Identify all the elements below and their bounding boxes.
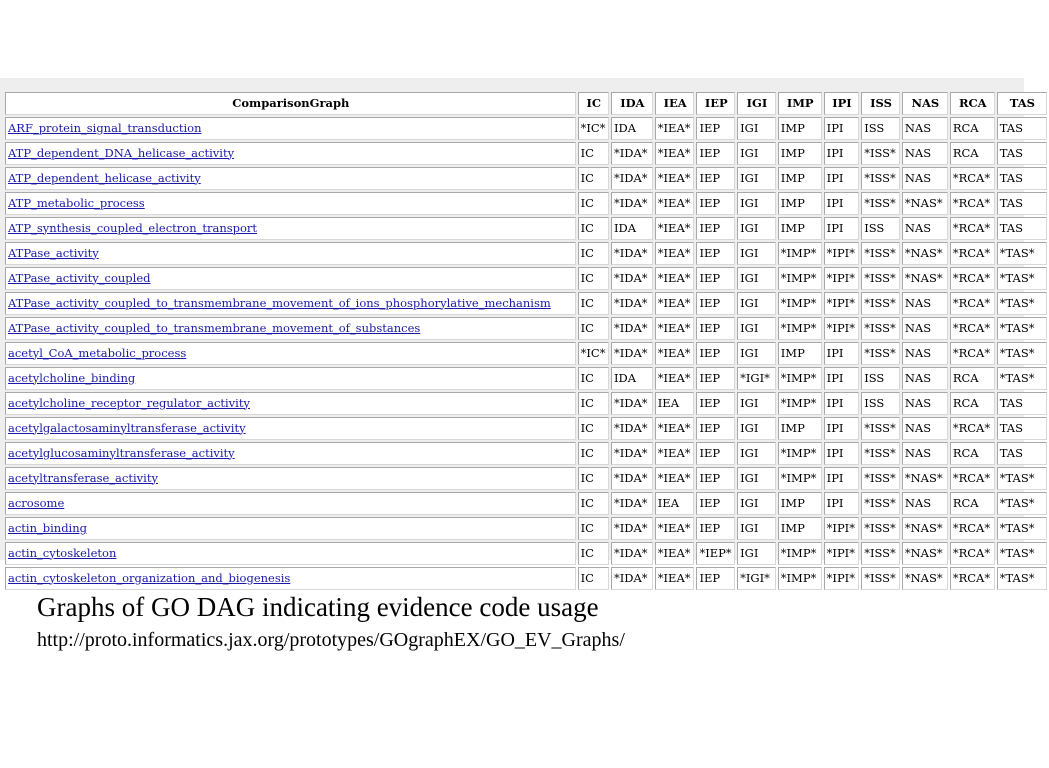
evidence-cell-ida: *IDA*: [611, 467, 653, 490]
evidence-cell-imp: *IMP*: [778, 567, 822, 590]
evidence-cell-ipi: *IPI*: [824, 292, 860, 315]
evidence-cell-tas: *TAS*: [997, 342, 1047, 365]
evidence-cell-iea: IEA: [655, 492, 695, 515]
evidence-cell-iep: IEP: [696, 442, 735, 465]
evidence-cell-iea: *IEA*: [655, 217, 695, 240]
evidence-cell-iea: *IEA*: [655, 567, 695, 590]
table-row: [5, 317, 1047, 340]
table-row: [5, 217, 1047, 240]
evidence-cell-igi: *IGI*: [737, 367, 776, 390]
evidence-cell-rca: *RCA*: [950, 342, 995, 365]
evidence-cell-nas: *NAS*: [902, 467, 948, 490]
evidence-cell-igi: IGI: [737, 492, 776, 515]
table-header-row: [5, 92, 1047, 115]
evidence-cell-ic: IC: [578, 567, 609, 590]
evidence-cell-iep: IEP: [696, 167, 735, 190]
term-link[interactable]: ATPase_activity_coupled_to_transmembrane_movement_of_ions_phosphorylative_mechanism: [8, 295, 551, 310]
evidence-cell-iss: ISS: [861, 367, 900, 390]
evidence-cell-igi: IGI: [737, 242, 776, 265]
evidence-cell-iep: IEP: [696, 142, 735, 165]
evidence-cell-ic: IC: [578, 517, 609, 540]
evidence-cell-rca: *RCA*: [950, 167, 995, 190]
evidence-cell-iea: *IEA*: [655, 142, 695, 165]
evidence-cell-ic: IC: [578, 142, 609, 165]
term-link[interactable]: actin_cytoskeleton_organization_and_biogenesis: [8, 570, 291, 585]
evidence-cell-ic: IC: [578, 292, 609, 315]
evidence-cell-ic: IC: [578, 317, 609, 340]
table-row: [5, 292, 1047, 315]
evidence-cell-nas: *NAS*: [902, 567, 948, 590]
evidence-cell-imp: *IMP*: [778, 267, 822, 290]
evidence-cell-imp: *IMP*: [778, 467, 822, 490]
evidence-cell-iep: IEP: [696, 417, 735, 440]
evidence-cell-iss: *ISS*: [861, 192, 900, 215]
term-cell: [5, 142, 576, 165]
evidence-cell-iea: *IEA*: [655, 267, 695, 290]
header-ic: IC: [578, 92, 609, 115]
evidence-cell-tas: TAS: [997, 117, 1047, 140]
table-row: [5, 117, 1047, 140]
term-link[interactable]: acetyltransferase_activity: [8, 470, 158, 485]
evidence-cell-iea: *IEA*: [655, 517, 695, 540]
evidence-cell-iep: IEP: [696, 292, 735, 315]
evidence-cell-rca: RCA: [950, 367, 995, 390]
evidence-cell-ipi: IPI: [824, 217, 860, 240]
term-link[interactable]: actin_cytoskeleton: [8, 545, 117, 560]
term-link[interactable]: ATP_synthesis_coupled_electron_transport: [8, 220, 258, 235]
evidence-cell-iep: IEP: [696, 392, 735, 415]
caption-title: Graphs of GO DAG indicating evidence code usage: [37, 592, 599, 622]
evidence-cell-igi: IGI: [737, 267, 776, 290]
header-ida: IDA: [611, 92, 653, 115]
evidence-cell-iss: ISS: [861, 392, 900, 415]
evidence-cell-rca: RCA: [950, 117, 995, 140]
evidence-cell-ipi: IPI: [824, 167, 860, 190]
evidence-cell-iep: IEP: [696, 267, 735, 290]
evidence-table-panel: [0, 78, 1035, 585]
evidence-cell-nas: NAS: [902, 392, 948, 415]
evidence-cell-ida: *IDA*: [611, 317, 653, 340]
evidence-cell-rca: *RCA*: [950, 192, 995, 215]
evidence-cell-nas: NAS: [902, 142, 948, 165]
evidence-cell-nas: NAS: [902, 492, 948, 515]
term-link[interactable]: ATP_dependent_DNA_helicase_activity: [8, 145, 235, 160]
evidence-cell-iep: IEP: [696, 117, 735, 140]
term-cell: [5, 392, 576, 415]
evidence-cell-ic: IC: [578, 492, 609, 515]
evidence-cell-iep: IEP: [696, 242, 735, 265]
evidence-cell-nas: NAS: [902, 117, 948, 140]
evidence-cell-iep: IEP: [696, 517, 735, 540]
evidence-cell-tas: *TAS*: [997, 467, 1047, 490]
evidence-cell-iss: *ISS*: [861, 142, 900, 165]
evidence-cell-ipi: *IPI*: [824, 317, 860, 340]
term-cell: [5, 442, 576, 465]
evidence-cell-nas: *NAS*: [902, 192, 948, 215]
evidence-cell-ipi: *IPI*: [824, 567, 860, 590]
caption-url: http://proto.informatics.jax.org/prototypes/GOgraphEX/GO_EV_Graphs/: [37, 629, 625, 651]
header-rca: RCA: [950, 92, 995, 115]
table-row: [5, 192, 1047, 215]
evidence-cell-iep: IEP: [696, 317, 735, 340]
evidence-cell-imp: *IMP*: [778, 392, 822, 415]
evidence-cell-iss: ISS: [861, 217, 900, 240]
evidence-cell-ic: IC: [578, 392, 609, 415]
term-cell: [5, 117, 576, 140]
evidence-cell-rca: *RCA*: [950, 542, 995, 565]
evidence-cell-ipi: *IPI*: [824, 267, 860, 290]
evidence-cell-ipi: IPI: [824, 367, 860, 390]
evidence-cell-nas: NAS: [902, 417, 948, 440]
evidence-cell-iss: *ISS*: [861, 417, 900, 440]
evidence-cell-imp: IMP: [778, 167, 822, 190]
evidence-cell-imp: IMP: [778, 192, 822, 215]
evidence-cell-rca: *RCA*: [950, 267, 995, 290]
evidence-cell-igi: IGI: [737, 542, 776, 565]
evidence-cell-nas: NAS: [902, 367, 948, 390]
evidence-cell-ipi: IPI: [824, 117, 860, 140]
term-cell: [5, 242, 576, 265]
term-link[interactable]: acetylcholine_binding: [8, 370, 136, 385]
header-ipi: IPI: [824, 92, 860, 115]
evidence-cell-ic: IC: [578, 442, 609, 465]
evidence-cell-ic: IC: [578, 542, 609, 565]
evidence-cell-rca: *RCA*: [950, 317, 995, 340]
evidence-cell-ida: IDA: [611, 117, 653, 140]
evidence-cell-iss: *ISS*: [861, 492, 900, 515]
term-cell: [5, 267, 576, 290]
evidence-cell-tas: TAS: [997, 167, 1047, 190]
evidence-cell-iep: IEP: [696, 567, 735, 590]
evidence-cell-ida: IDA: [611, 367, 653, 390]
term-cell: [5, 317, 576, 340]
evidence-cell-iss: *ISS*: [861, 317, 900, 340]
evidence-cell-iea: *IEA*: [655, 367, 695, 390]
evidence-cell-iea: *IEA*: [655, 242, 695, 265]
evidence-cell-ipi: *IPI*: [824, 517, 860, 540]
evidence-cell-ida: *IDA*: [611, 142, 653, 165]
evidence-cell-imp: *IMP*: [778, 542, 822, 565]
evidence-cell-iea: IEA: [655, 392, 695, 415]
evidence-cell-ic: *IC*: [578, 117, 609, 140]
evidence-cell-ipi: IPI: [824, 417, 860, 440]
evidence-cell-rca: *RCA*: [950, 292, 995, 315]
evidence-cell-igi: IGI: [737, 292, 776, 315]
term-link[interactable]: acetyl_CoA_metabolic_process: [8, 345, 187, 360]
evidence-cell-imp: IMP: [778, 142, 822, 165]
evidence-cell-iss: *ISS*: [861, 467, 900, 490]
evidence-cell-nas: NAS: [902, 217, 948, 240]
evidence-code-table: [3, 90, 1049, 592]
evidence-cell-iep: IEP: [696, 192, 735, 215]
evidence-cell-rca: *RCA*: [950, 417, 995, 440]
evidence-cell-igi: IGI: [737, 467, 776, 490]
term-cell: [5, 367, 576, 390]
evidence-cell-igi: IGI: [737, 142, 776, 165]
evidence-cell-rca: RCA: [950, 142, 995, 165]
evidence-cell-rca: RCA: [950, 442, 995, 465]
evidence-cell-ida: *IDA*: [611, 417, 653, 440]
evidence-cell-nas: NAS: [902, 342, 948, 365]
evidence-cell-iep: IEP: [696, 467, 735, 490]
term-cell: [5, 467, 576, 490]
evidence-cell-iss: ISS: [861, 117, 900, 140]
table-body: [5, 117, 1047, 590]
term-link[interactable]: actin_binding: [8, 520, 88, 535]
table-row: [5, 242, 1047, 265]
evidence-cell-rca: *RCA*: [950, 567, 995, 590]
evidence-cell-ipi: IPI: [824, 142, 860, 165]
evidence-cell-igi: IGI: [737, 192, 776, 215]
term-cell: [5, 417, 576, 440]
term-cell: [5, 567, 576, 590]
evidence-cell-imp: IMP: [778, 217, 822, 240]
evidence-cell-ida: *IDA*: [611, 242, 653, 265]
evidence-cell-igi: IGI: [737, 342, 776, 365]
evidence-cell-ida: *IDA*: [611, 492, 653, 515]
evidence-cell-tas: TAS: [997, 392, 1047, 415]
term-link[interactable]: acetylgalactosaminyltransferase_activity: [8, 420, 246, 435]
evidence-cell-ipi: IPI: [824, 192, 860, 215]
evidence-cell-iep: IEP: [696, 342, 735, 365]
table-row: [5, 142, 1047, 165]
evidence-cell-iss: *ISS*: [861, 267, 900, 290]
term-link[interactable]: ATP_metabolic_process: [8, 195, 145, 210]
term-cell: [5, 542, 576, 565]
evidence-cell-ipi: IPI: [824, 467, 860, 490]
term-cell: [5, 192, 576, 215]
evidence-cell-rca: *RCA*: [950, 217, 995, 240]
evidence-cell-iss: *ISS*: [861, 342, 900, 365]
evidence-cell-rca: RCA: [950, 392, 995, 415]
evidence-cell-ipi: IPI: [824, 392, 860, 415]
evidence-cell-igi: IGI: [737, 417, 776, 440]
evidence-cell-imp: IMP: [778, 517, 822, 540]
table-row: [5, 367, 1047, 390]
evidence-cell-tas: TAS: [997, 417, 1047, 440]
header-iep: IEP: [696, 92, 735, 115]
evidence-cell-ipi: IPI: [824, 342, 860, 365]
evidence-cell-imp: *IMP*: [778, 292, 822, 315]
evidence-cell-rca: *RCA*: [950, 467, 995, 490]
evidence-cell-iea: *IEA*: [655, 342, 695, 365]
evidence-cell-igi: *IGI*: [737, 567, 776, 590]
evidence-cell-nas: NAS: [902, 292, 948, 315]
evidence-cell-ida: *IDA*: [611, 267, 653, 290]
evidence-cell-iea: *IEA*: [655, 542, 695, 565]
term-cell: [5, 492, 576, 515]
evidence-cell-nas: NAS: [902, 442, 948, 465]
evidence-cell-igi: IGI: [737, 392, 776, 415]
evidence-cell-tas: *TAS*: [997, 542, 1047, 565]
evidence-cell-iea: *IEA*: [655, 442, 695, 465]
evidence-cell-iea: *IEA*: [655, 467, 695, 490]
table-row: [5, 392, 1047, 415]
term-link[interactable]: acetylglucosaminyltransferase_activity: [8, 445, 235, 460]
evidence-cell-rca: RCA: [950, 492, 995, 515]
evidence-cell-ida: *IDA*: [611, 517, 653, 540]
evidence-cell-nas: *NAS*: [902, 267, 948, 290]
evidence-cell-nas: *NAS*: [902, 242, 948, 265]
evidence-cell-ida: *IDA*: [611, 167, 653, 190]
table-row: [5, 467, 1047, 490]
evidence-cell-imp: *IMP*: [778, 242, 822, 265]
header-comparison-graph: ComparisonGraph: [5, 92, 576, 115]
evidence-cell-iep: IEP: [696, 367, 735, 390]
evidence-cell-ic: IC: [578, 267, 609, 290]
table-row: [5, 167, 1047, 190]
header-iss: ISS: [861, 92, 900, 115]
evidence-cell-igi: IGI: [737, 517, 776, 540]
evidence-cell-tas: *TAS*: [997, 567, 1047, 590]
evidence-cell-igi: IGI: [737, 442, 776, 465]
evidence-cell-imp: IMP: [778, 117, 822, 140]
term-link[interactable]: ATPase_activity_coupled_to_transmembrane_movement_of_substances: [8, 320, 421, 335]
evidence-cell-ida: IDA: [611, 217, 653, 240]
evidence-cell-ida: *IDA*: [611, 542, 653, 565]
evidence-cell-ic: IC: [578, 242, 609, 265]
evidence-cell-ida: *IDA*: [611, 392, 653, 415]
term-cell: [5, 217, 576, 240]
evidence-cell-iea: *IEA*: [655, 317, 695, 340]
evidence-cell-ida: *IDA*: [611, 292, 653, 315]
evidence-cell-iep: IEP: [696, 217, 735, 240]
term-link[interactable]: ATPase_activity: [8, 245, 99, 260]
evidence-cell-ic: *IC*: [578, 342, 609, 365]
header-igi: IGI: [737, 92, 776, 115]
term-link[interactable]: acetylcholine_receptor_regulator_activity: [8, 395, 250, 410]
slide-caption: [37, 590, 625, 654]
table-row: [5, 417, 1047, 440]
evidence-cell-ipi: *IPI*: [824, 542, 860, 565]
evidence-cell-imp: *IMP*: [778, 317, 822, 340]
table-row: [5, 542, 1047, 565]
evidence-cell-nas: NAS: [902, 317, 948, 340]
evidence-cell-iss: *ISS*: [861, 292, 900, 315]
term-cell: [5, 342, 576, 365]
table-row: [5, 342, 1047, 365]
evidence-cell-iea: *IEA*: [655, 192, 695, 215]
evidence-cell-iep: *IEP*: [696, 542, 735, 565]
evidence-cell-imp: IMP: [778, 417, 822, 440]
evidence-cell-iss: *ISS*: [861, 542, 900, 565]
evidence-cell-ic: IC: [578, 467, 609, 490]
evidence-cell-nas: *NAS*: [902, 542, 948, 565]
evidence-cell-iea: *IEA*: [655, 167, 695, 190]
table-row: [5, 517, 1047, 540]
evidence-cell-igi: IGI: [737, 117, 776, 140]
term-link[interactable]: ATP_dependent_helicase_activity: [8, 170, 201, 185]
evidence-cell-iea: *IEA*: [655, 417, 695, 440]
evidence-cell-ipi: IPI: [824, 492, 860, 515]
evidence-cell-ic: IC: [578, 192, 609, 215]
evidence-cell-igi: IGI: [737, 167, 776, 190]
term-cell: [5, 292, 576, 315]
evidence-cell-iss: *ISS*: [861, 167, 900, 190]
evidence-cell-tas: *TAS*: [997, 292, 1047, 315]
evidence-cell-ida: *IDA*: [611, 192, 653, 215]
evidence-cell-imp: *IMP*: [778, 442, 822, 465]
header-nas: NAS: [902, 92, 948, 115]
evidence-cell-tas: *TAS*: [997, 492, 1047, 515]
evidence-cell-nas: *NAS*: [902, 517, 948, 540]
evidence-cell-ida: *IDA*: [611, 442, 653, 465]
evidence-cell-ic: IC: [578, 167, 609, 190]
evidence-cell-iss: *ISS*: [861, 442, 900, 465]
evidence-cell-ic: IC: [578, 417, 609, 440]
table-row: [5, 267, 1047, 290]
evidence-cell-tas: *TAS*: [997, 517, 1047, 540]
evidence-cell-imp: *IMP*: [778, 367, 822, 390]
evidence-cell-iss: *ISS*: [861, 242, 900, 265]
term-cell: [5, 517, 576, 540]
evidence-cell-rca: *RCA*: [950, 517, 995, 540]
evidence-cell-ic: IC: [578, 367, 609, 390]
evidence-cell-ipi: *IPI*: [824, 242, 860, 265]
term-link[interactable]: acrosome: [8, 495, 65, 510]
evidence-cell-tas: TAS: [997, 442, 1047, 465]
evidence-cell-nas: NAS: [902, 167, 948, 190]
evidence-cell-ipi: IPI: [824, 442, 860, 465]
header-iea: IEA: [655, 92, 695, 115]
evidence-cell-igi: IGI: [737, 317, 776, 340]
header-tas: TAS: [997, 92, 1047, 115]
table-row: [5, 442, 1047, 465]
evidence-cell-ida: *IDA*: [611, 342, 653, 365]
table-row: [5, 567, 1047, 590]
table-row: [5, 492, 1047, 515]
evidence-cell-tas: *TAS*: [997, 242, 1047, 265]
term-link[interactable]: ARF_protein_signal_transduction: [8, 120, 202, 135]
term-cell: [5, 167, 576, 190]
evidence-cell-tas: TAS: [997, 192, 1047, 215]
evidence-cell-rca: *RCA*: [950, 242, 995, 265]
evidence-cell-iss: *ISS*: [861, 567, 900, 590]
evidence-cell-iea: *IEA*: [655, 117, 695, 140]
evidence-cell-iss: *ISS*: [861, 517, 900, 540]
evidence-cell-tas: *TAS*: [997, 317, 1047, 340]
evidence-cell-tas: TAS: [997, 142, 1047, 165]
evidence-cell-ic: IC: [578, 217, 609, 240]
term-link[interactable]: ATPase_activity_coupled: [8, 270, 151, 285]
evidence-cell-ida: *IDA*: [611, 567, 653, 590]
evidence-cell-iea: *IEA*: [655, 292, 695, 315]
evidence-cell-imp: IMP: [778, 342, 822, 365]
header-imp: IMP: [778, 92, 822, 115]
evidence-cell-iep: IEP: [696, 492, 735, 515]
evidence-cell-tas: *TAS*: [997, 367, 1047, 390]
evidence-cell-igi: IGI: [737, 217, 776, 240]
evidence-cell-tas: TAS: [997, 217, 1047, 240]
evidence-cell-tas: *TAS*: [997, 267, 1047, 290]
evidence-cell-imp: IMP: [778, 492, 822, 515]
